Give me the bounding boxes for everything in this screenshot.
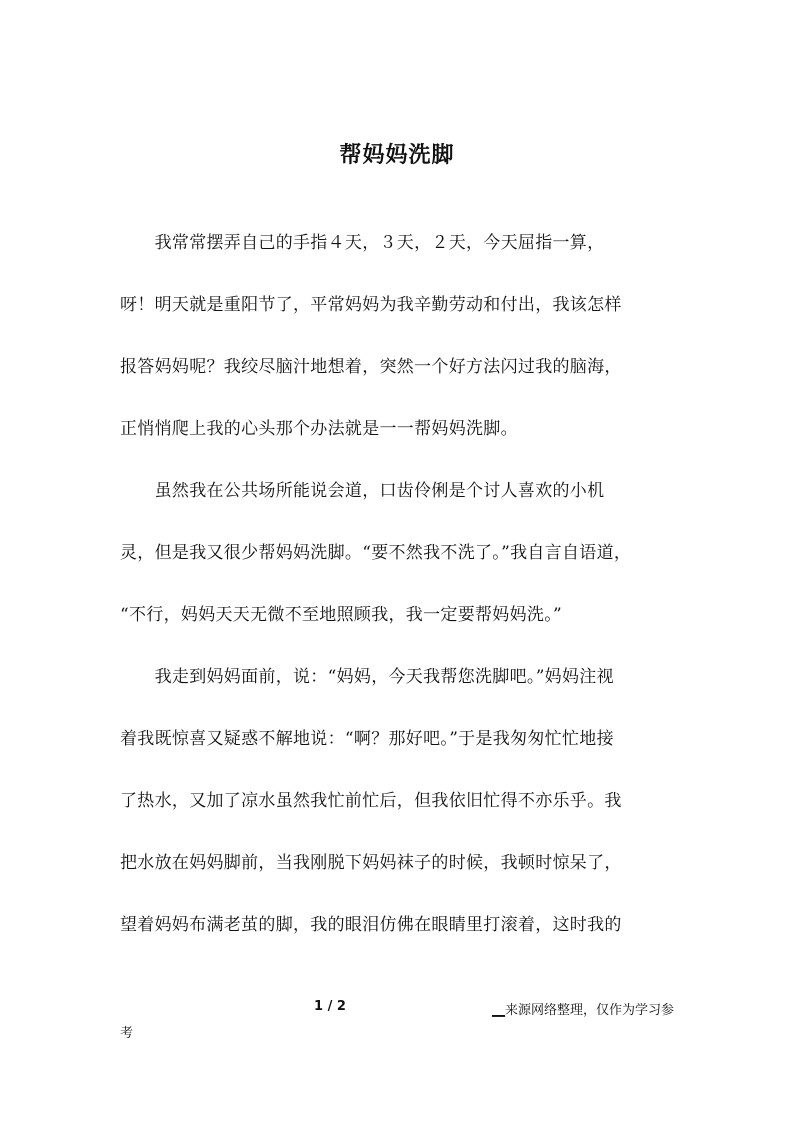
body-line-7: “不行，妈妈天天无微不至地照顾我，我一定要帮妈妈洗。” [120, 605, 562, 625]
body-line-11: 把水放在妈妈脚前，当我刚脱下妈妈袜子的时候，我顿时惊呆了， [120, 853, 622, 873]
body-line-5: 虽然我在公共场所能说会道，口齿伶俐是个讨人喜欢的小机 [120, 481, 605, 501]
body-line-8: 我走到妈妈面前，说：“妈妈，今天我帮您洗脚吧。”妈妈注视 [120, 667, 614, 687]
body-line-1: 我常常摆弄自己的手指４天，３天，２天，今天屈指一算， [120, 233, 605, 253]
document-title: 帮妈妈洗脚 [339, 142, 455, 168]
body-line-2: 呀！明天就是重阳节了，平常妈妈为我辛勤劳动和付出，我该怎样 [120, 295, 622, 315]
body-line-3: 报答妈妈呢？我绞尽脑汁地想着，突然一个好方法闪过我的脑海， [120, 357, 622, 377]
body-line-10: 了热水，又加了凉水虽然我忙前忙后，但我依旧忙得不亦乐乎。我 [120, 791, 622, 811]
body-line-4: 正悄悄爬上我的心头那个办法就是一一帮妈妈洗脚。 [120, 419, 518, 439]
footer-note-continued: 考 [120, 1026, 134, 1041]
body-line-12: 望着妈妈布满老茧的脚，我的眼泪仿佛在眼睛里打滚着，这时我的 [120, 915, 622, 935]
page-number: 1 / 2 [314, 999, 346, 1014]
footer-note [492, 999, 674, 1018]
footer-note-underline: __ [492, 1003, 505, 1018]
body-line-6: 灵，但是我又很少帮妈妈洗脚。“要不然我不洗了。”我自言自语道， [120, 543, 632, 563]
body-line-9: 着我既惊喜又疑惑不解地说：“啊？那好吧。”于是我匆匆忙忙地接 [120, 729, 614, 749]
footer-note-text: 来源网络整理，仅作为学习参 [505, 1003, 675, 1018]
